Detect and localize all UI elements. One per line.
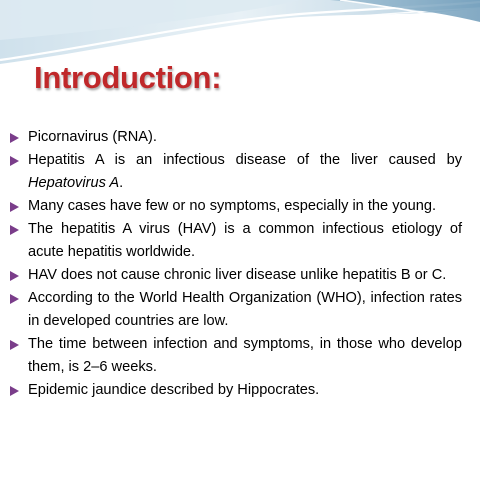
bullet-text-italic: Hepatovirus A	[28, 175, 120, 191]
bullet-text-tail: .	[119, 175, 124, 191]
bullet-text: HAV does not cause chronic liver disease unlike hepatitis B or C.	[28, 267, 447, 283]
arrow-bullet-icon	[10, 386, 19, 396]
bullet-text: Many cases have few or no symptoms, especially in the young.	[28, 198, 437, 214]
arrow-bullet-icon	[10, 225, 19, 235]
bullet-text: Picornavirus (RNA).	[28, 129, 157, 145]
bullet-item	[10, 333, 462, 379]
arrow-bullet-icon	[10, 294, 19, 304]
bullet-item	[10, 126, 462, 149]
bullet-text: Epidemic jaundice described by Hippocrates.	[28, 382, 320, 398]
bullet-item	[10, 218, 462, 264]
arrow-bullet-icon	[10, 271, 19, 281]
bullet-text: Hepatitis A is an infectious disease of the liver caused by	[28, 152, 462, 168]
arrow-bullet-icon	[10, 202, 19, 212]
bullet-item	[10, 379, 462, 402]
slide-title: Introduction:	[34, 60, 222, 95]
bullet-text: According to the World Health Organization (WHO), infection rates in developed countries are low.	[28, 290, 462, 329]
bullet-text: The hepatitis A virus (HAV) is a common infectious etiology of acute hepatitis worldwide.	[28, 221, 462, 260]
bullet-text: The time between infection and symptoms, in those who develop them, is 2–6 weeks.	[28, 336, 462, 375]
bullet-item	[10, 287, 462, 333]
arrow-bullet-icon	[10, 156, 19, 166]
bullet-item	[10, 149, 462, 195]
bullet-item	[10, 264, 462, 287]
bullet-list	[10, 126, 462, 402]
arrow-bullet-icon	[10, 340, 19, 350]
bullet-item	[10, 195, 462, 218]
arrow-bullet-icon	[10, 133, 19, 143]
